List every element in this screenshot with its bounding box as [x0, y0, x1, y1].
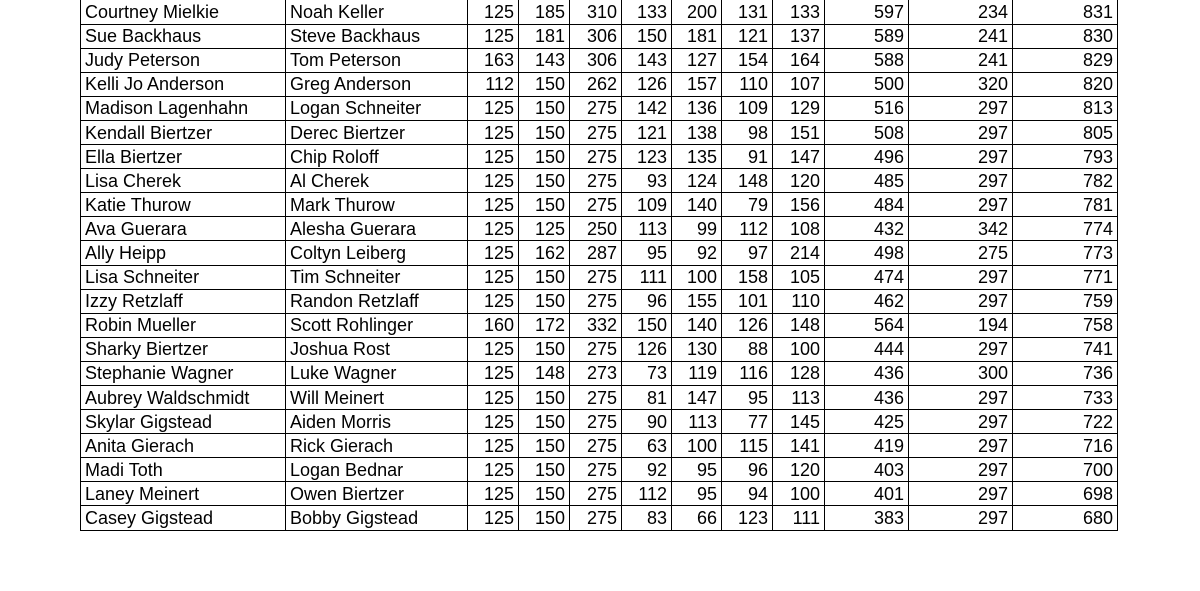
- score-cell: 241: [909, 48, 1013, 72]
- table-row: [81, 337, 1118, 361]
- score-cell: 83: [622, 506, 672, 530]
- score-cell: 126: [722, 313, 773, 337]
- score-cell: 109: [622, 193, 672, 217]
- table-row: [81, 24, 1118, 48]
- player-name-cell: Lisa Cherek: [81, 169, 286, 193]
- score-cell: 121: [722, 24, 773, 48]
- table-row: [81, 0, 1118, 24]
- total-cell: 805: [1013, 120, 1118, 144]
- scores-sheet: [80, 0, 1117, 531]
- score-cell: 125: [468, 337, 519, 361]
- total-cell: 793: [1013, 145, 1118, 169]
- score-cell: 287: [570, 241, 622, 265]
- score-cell: 123: [622, 145, 672, 169]
- score-cell: 113: [622, 217, 672, 241]
- score-cell: 130: [672, 337, 722, 361]
- score-cell: 125: [468, 24, 519, 48]
- score-cell: 101: [722, 289, 773, 313]
- score-cell: 436: [825, 386, 909, 410]
- total-cell: 831: [1013, 0, 1118, 24]
- total-cell: 759: [1013, 289, 1118, 313]
- partner-name-cell: Owen Biertzer: [286, 482, 468, 506]
- score-cell: 194: [909, 313, 1013, 337]
- total-cell: 698: [1013, 482, 1118, 506]
- score-cell: 143: [519, 48, 570, 72]
- partner-name-cell: Will Meinert: [286, 386, 468, 410]
- total-cell: 722: [1013, 410, 1118, 434]
- table-row: [81, 313, 1118, 337]
- score-cell: 120: [773, 169, 825, 193]
- score-cell: 425: [825, 410, 909, 434]
- score-cell: 121: [622, 120, 672, 144]
- score-cell: 241: [909, 24, 1013, 48]
- table-row: [81, 241, 1118, 265]
- score-cell: 98: [722, 120, 773, 144]
- table-row: [81, 410, 1118, 434]
- score-cell: 181: [519, 24, 570, 48]
- score-cell: 498: [825, 241, 909, 265]
- player-name-cell: Stephanie Wagner: [81, 361, 286, 385]
- score-cell: 111: [773, 506, 825, 530]
- player-name-cell: Judy Peterson: [81, 48, 286, 72]
- partner-name-cell: Rick Gierach: [286, 434, 468, 458]
- scores-table: [80, 0, 1118, 531]
- score-cell: 92: [622, 458, 672, 482]
- partner-name-cell: Joshua Rost: [286, 337, 468, 361]
- player-name-cell: Laney Meinert: [81, 482, 286, 506]
- score-cell: 109: [722, 96, 773, 120]
- score-cell: 150: [519, 410, 570, 434]
- score-cell: 125: [468, 145, 519, 169]
- score-cell: 150: [519, 145, 570, 169]
- total-cell: 733: [1013, 386, 1118, 410]
- partner-name-cell: Randon Retzlaff: [286, 289, 468, 313]
- score-cell: 148: [722, 169, 773, 193]
- partner-name-cell: Alesha Guerara: [286, 217, 468, 241]
- score-cell: 332: [570, 313, 622, 337]
- total-cell: 758: [1013, 313, 1118, 337]
- table-row: [81, 96, 1118, 120]
- player-name-cell: Izzy Retzlaff: [81, 289, 286, 313]
- score-cell: 107: [773, 72, 825, 96]
- score-cell: 436: [825, 361, 909, 385]
- score-cell: 91: [722, 145, 773, 169]
- partner-name-cell: Al Cherek: [286, 169, 468, 193]
- player-name-cell: Anita Gierach: [81, 434, 286, 458]
- score-cell: 156: [773, 193, 825, 217]
- partner-name-cell: Aiden Morris: [286, 410, 468, 434]
- score-cell: 137: [773, 24, 825, 48]
- score-cell: 112: [468, 72, 519, 96]
- score-cell: 297: [909, 386, 1013, 410]
- score-cell: 588: [825, 48, 909, 72]
- score-cell: 485: [825, 169, 909, 193]
- score-cell: 145: [773, 410, 825, 434]
- score-cell: 127: [672, 48, 722, 72]
- score-cell: 401: [825, 482, 909, 506]
- score-cell: 275: [570, 458, 622, 482]
- score-cell: 96: [622, 289, 672, 313]
- score-cell: 128: [773, 361, 825, 385]
- score-cell: 273: [570, 361, 622, 385]
- table-row: [81, 361, 1118, 385]
- score-cell: 275: [570, 96, 622, 120]
- table-row: [81, 48, 1118, 72]
- score-cell: 275: [909, 241, 1013, 265]
- score-cell: 150: [519, 506, 570, 530]
- table-row: [81, 434, 1118, 458]
- score-cell: 115: [722, 434, 773, 458]
- total-cell: 680: [1013, 506, 1118, 530]
- score-cell: 185: [519, 0, 570, 24]
- partner-name-cell: Steve Backhaus: [286, 24, 468, 48]
- score-cell: 150: [519, 434, 570, 458]
- table-row: [81, 169, 1118, 193]
- score-cell: 90: [622, 410, 672, 434]
- score-cell: 125: [468, 434, 519, 458]
- score-cell: 297: [909, 410, 1013, 434]
- score-cell: 150: [519, 337, 570, 361]
- score-cell: 142: [622, 96, 672, 120]
- score-cell: 140: [672, 313, 722, 337]
- score-cell: 306: [570, 48, 622, 72]
- score-cell: 129: [773, 96, 825, 120]
- total-cell: 781: [1013, 193, 1118, 217]
- partner-name-cell: Noah Keller: [286, 0, 468, 24]
- score-cell: 496: [825, 145, 909, 169]
- score-cell: 135: [672, 145, 722, 169]
- score-cell: 383: [825, 506, 909, 530]
- table-row: [81, 145, 1118, 169]
- table-row: [81, 72, 1118, 96]
- score-cell: 275: [570, 506, 622, 530]
- score-cell: 125: [468, 96, 519, 120]
- partner-name-cell: Derec Biertzer: [286, 120, 468, 144]
- score-cell: 172: [519, 313, 570, 337]
- score-cell: 140: [672, 193, 722, 217]
- score-cell: 125: [468, 241, 519, 265]
- score-cell: 162: [519, 241, 570, 265]
- total-cell: 741: [1013, 337, 1118, 361]
- score-cell: 113: [773, 386, 825, 410]
- score-cell: 275: [570, 337, 622, 361]
- table-row: [81, 506, 1118, 530]
- table-row: [81, 265, 1118, 289]
- score-cell: 125: [468, 120, 519, 144]
- player-name-cell: Madison Lagenhahn: [81, 96, 286, 120]
- score-cell: 125: [468, 410, 519, 434]
- player-name-cell: Ella Biertzer: [81, 145, 286, 169]
- score-cell: 297: [909, 506, 1013, 530]
- score-cell: 94: [722, 482, 773, 506]
- score-cell: 300: [909, 361, 1013, 385]
- partner-name-cell: Bobby Gigstead: [286, 506, 468, 530]
- score-cell: 126: [622, 337, 672, 361]
- score-cell: 110: [722, 72, 773, 96]
- score-cell: 275: [570, 434, 622, 458]
- score-cell: 100: [773, 482, 825, 506]
- score-cell: 95: [722, 386, 773, 410]
- partner-name-cell: Greg Anderson: [286, 72, 468, 96]
- player-name-cell: Kelli Jo Anderson: [81, 72, 286, 96]
- score-cell: 158: [722, 265, 773, 289]
- score-cell: 432: [825, 217, 909, 241]
- score-cell: 99: [672, 217, 722, 241]
- score-cell: 150: [519, 72, 570, 96]
- score-cell: 297: [909, 337, 1013, 361]
- score-cell: 125: [468, 506, 519, 530]
- score-cell: 160: [468, 313, 519, 337]
- score-cell: 150: [622, 24, 672, 48]
- score-cell: 163: [468, 48, 519, 72]
- score-cell: 100: [672, 265, 722, 289]
- score-cell: 297: [909, 120, 1013, 144]
- score-cell: 138: [672, 120, 722, 144]
- score-cell: 150: [519, 193, 570, 217]
- score-cell: 147: [672, 386, 722, 410]
- score-cell: 93: [622, 169, 672, 193]
- table-row: [81, 458, 1118, 482]
- score-cell: 297: [909, 289, 1013, 313]
- score-cell: 125: [468, 458, 519, 482]
- score-cell: 297: [909, 482, 1013, 506]
- score-cell: 297: [909, 265, 1013, 289]
- score-cell: 125: [468, 0, 519, 24]
- score-cell: 125: [468, 169, 519, 193]
- score-cell: 150: [519, 289, 570, 313]
- score-cell: 125: [468, 289, 519, 313]
- score-cell: 275: [570, 482, 622, 506]
- total-cell: 782: [1013, 169, 1118, 193]
- score-cell: 125: [468, 193, 519, 217]
- score-cell: 297: [909, 193, 1013, 217]
- score-cell: 131: [722, 0, 773, 24]
- player-name-cell: Katie Thurow: [81, 193, 286, 217]
- score-cell: 150: [519, 482, 570, 506]
- score-cell: 151: [773, 120, 825, 144]
- score-cell: 419: [825, 434, 909, 458]
- score-cell: 112: [722, 217, 773, 241]
- total-cell: 774: [1013, 217, 1118, 241]
- score-cell: 73: [622, 361, 672, 385]
- player-name-cell: Sue Backhaus: [81, 24, 286, 48]
- score-cell: 125: [468, 217, 519, 241]
- table-row: [81, 217, 1118, 241]
- partner-name-cell: Logan Schneiter: [286, 96, 468, 120]
- score-cell: 100: [672, 434, 722, 458]
- score-cell: 79: [722, 193, 773, 217]
- table-row: [81, 386, 1118, 410]
- score-cell: 474: [825, 265, 909, 289]
- score-cell: 297: [909, 145, 1013, 169]
- table-row: [81, 289, 1118, 313]
- score-cell: 589: [825, 24, 909, 48]
- player-name-cell: Aubrey Waldschmidt: [81, 386, 286, 410]
- score-cell: 150: [519, 265, 570, 289]
- table-row: [81, 120, 1118, 144]
- score-cell: 214: [773, 241, 825, 265]
- partner-name-cell: Mark Thurow: [286, 193, 468, 217]
- partner-name-cell: Scott Rohlinger: [286, 313, 468, 337]
- score-cell: 164: [773, 48, 825, 72]
- score-cell: 110: [773, 289, 825, 313]
- score-cell: 200: [672, 0, 722, 24]
- score-cell: 342: [909, 217, 1013, 241]
- total-cell: 830: [1013, 24, 1118, 48]
- score-cell: 133: [773, 0, 825, 24]
- score-cell: 63: [622, 434, 672, 458]
- score-cell: 125: [468, 361, 519, 385]
- player-name-cell: Ally Heipp: [81, 241, 286, 265]
- score-cell: 112: [622, 482, 672, 506]
- score-cell: 136: [672, 96, 722, 120]
- total-cell: 829: [1013, 48, 1118, 72]
- total-cell: 773: [1013, 241, 1118, 265]
- score-cell: 133: [622, 0, 672, 24]
- score-cell: 262: [570, 72, 622, 96]
- score-cell: 500: [825, 72, 909, 96]
- total-cell: 820: [1013, 72, 1118, 96]
- score-cell: 100: [773, 337, 825, 361]
- score-cell: 119: [672, 361, 722, 385]
- score-cell: 95: [672, 458, 722, 482]
- score-cell: 88: [722, 337, 773, 361]
- score-cell: 105: [773, 265, 825, 289]
- score-cell: 95: [622, 241, 672, 265]
- score-cell: 297: [909, 169, 1013, 193]
- table-body: [81, 0, 1118, 530]
- score-cell: 95: [672, 482, 722, 506]
- score-cell: 564: [825, 313, 909, 337]
- score-cell: 297: [909, 434, 1013, 458]
- partner-name-cell: Luke Wagner: [286, 361, 468, 385]
- score-cell: 77: [722, 410, 773, 434]
- score-cell: 275: [570, 386, 622, 410]
- score-cell: 275: [570, 120, 622, 144]
- score-cell: 306: [570, 24, 622, 48]
- score-cell: 154: [722, 48, 773, 72]
- score-cell: 81: [622, 386, 672, 410]
- player-name-cell: Skylar Gigstead: [81, 410, 286, 434]
- score-cell: 275: [570, 289, 622, 313]
- score-cell: 508: [825, 120, 909, 144]
- player-name-cell: Robin Mueller: [81, 313, 286, 337]
- score-cell: 125: [468, 265, 519, 289]
- score-cell: 125: [468, 386, 519, 410]
- score-cell: 403: [825, 458, 909, 482]
- score-cell: 320: [909, 72, 1013, 96]
- score-cell: 116: [722, 361, 773, 385]
- score-cell: 157: [672, 72, 722, 96]
- player-name-cell: Sharky Biertzer: [81, 337, 286, 361]
- partner-name-cell: Tom Peterson: [286, 48, 468, 72]
- player-name-cell: Courtney Mielkie: [81, 0, 286, 24]
- score-cell: 97: [722, 241, 773, 265]
- score-cell: 111: [622, 265, 672, 289]
- score-cell: 150: [622, 313, 672, 337]
- score-cell: 126: [622, 72, 672, 96]
- total-cell: 736: [1013, 361, 1118, 385]
- player-name-cell: Kendall Biertzer: [81, 120, 286, 144]
- score-cell: 297: [909, 96, 1013, 120]
- partner-name-cell: Logan Bednar: [286, 458, 468, 482]
- score-cell: 275: [570, 193, 622, 217]
- total-cell: 700: [1013, 458, 1118, 482]
- score-cell: 108: [773, 217, 825, 241]
- table-row: [81, 482, 1118, 506]
- score-cell: 150: [519, 96, 570, 120]
- score-cell: 181: [672, 24, 722, 48]
- score-cell: 150: [519, 458, 570, 482]
- score-cell: 250: [570, 217, 622, 241]
- score-cell: 444: [825, 337, 909, 361]
- score-cell: 96: [722, 458, 773, 482]
- total-cell: 716: [1013, 434, 1118, 458]
- score-cell: 125: [519, 217, 570, 241]
- partner-name-cell: Tim Schneiter: [286, 265, 468, 289]
- score-cell: 150: [519, 169, 570, 193]
- score-cell: 597: [825, 0, 909, 24]
- score-cell: 123: [722, 506, 773, 530]
- score-cell: 462: [825, 289, 909, 313]
- score-cell: 275: [570, 410, 622, 434]
- score-cell: 275: [570, 145, 622, 169]
- player-name-cell: Madi Toth: [81, 458, 286, 482]
- score-cell: 148: [773, 313, 825, 337]
- score-cell: 310: [570, 0, 622, 24]
- score-cell: 234: [909, 0, 1013, 24]
- score-cell: 150: [519, 386, 570, 410]
- score-cell: 120: [773, 458, 825, 482]
- score-cell: 484: [825, 193, 909, 217]
- score-cell: 275: [570, 169, 622, 193]
- player-name-cell: Casey Gigstead: [81, 506, 286, 530]
- score-cell: 150: [519, 120, 570, 144]
- score-cell: 141: [773, 434, 825, 458]
- partner-name-cell: Chip Roloff: [286, 145, 468, 169]
- score-cell: 92: [672, 241, 722, 265]
- score-cell: 516: [825, 96, 909, 120]
- player-name-cell: Ava Guerara: [81, 217, 286, 241]
- total-cell: 771: [1013, 265, 1118, 289]
- total-cell: 813: [1013, 96, 1118, 120]
- score-cell: 124: [672, 169, 722, 193]
- score-cell: 148: [519, 361, 570, 385]
- score-cell: 275: [570, 265, 622, 289]
- score-cell: 143: [622, 48, 672, 72]
- score-cell: 155: [672, 289, 722, 313]
- table-row: [81, 193, 1118, 217]
- score-cell: 297: [909, 458, 1013, 482]
- score-cell: 66: [672, 506, 722, 530]
- player-name-cell: Lisa Schneiter: [81, 265, 286, 289]
- score-cell: 125: [468, 482, 519, 506]
- score-cell: 113: [672, 410, 722, 434]
- partner-name-cell: Coltyn Leiberg: [286, 241, 468, 265]
- score-cell: 147: [773, 145, 825, 169]
